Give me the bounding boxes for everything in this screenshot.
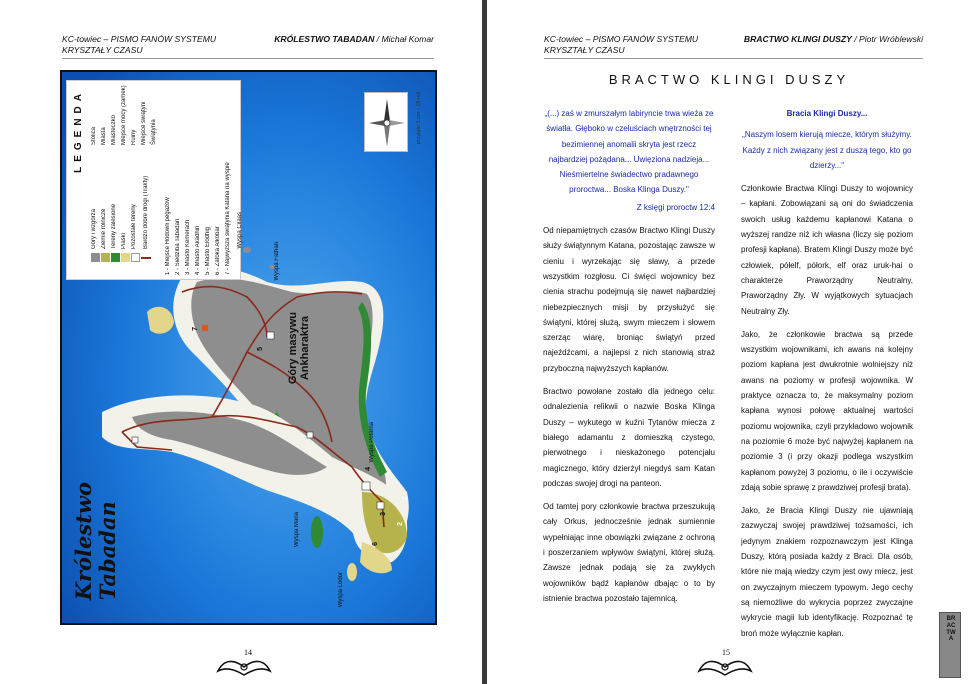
section-side-tab bbox=[939, 612, 961, 678]
legend-symbol-4: Ruiny bbox=[131, 129, 137, 145]
legend-symbol-3: Miejsce mocy (zamek) bbox=[121, 85, 127, 145]
village-marker bbox=[307, 432, 313, 438]
legend-symbol-1: Miasta bbox=[101, 127, 107, 145]
right-page bbox=[487, 0, 971, 684]
col1-paragraph-3: Od tamtej pory członkowie bractwa przeszukują cały Orkus, jednocześnie jednak sumiennie wypełniając inne obowiązki związane z ochroną i poszerzaniem wpływów świątyni, której służą. Zawsze jednak podają się za zwykłych wojowników bądź kapłanów dbając o to by istnienie bractwa pozostało tajemnicą. bbox=[543, 502, 715, 603]
legend-number-5: 6 - Zatoka Alkobar bbox=[215, 226, 221, 275]
castle-marker bbox=[377, 502, 384, 509]
legend-swatch-forest bbox=[111, 253, 120, 262]
label-fathan: Wyspa Fathan bbox=[274, 242, 280, 281]
column-2 bbox=[741, 106, 913, 649]
legend-terrain-4: Pozostałe tereny bbox=[131, 204, 137, 249]
legend-terrain-5: Bardzo dobre drogi (Trakty) bbox=[143, 175, 149, 249]
legend-symbol-5: Miejsce świątyni bbox=[141, 101, 147, 145]
town-marker bbox=[267, 332, 274, 339]
label-polarna: Wyspa Polarna bbox=[369, 422, 375, 463]
marker-1: 1 bbox=[402, 497, 409, 501]
legend-number-4: 5 - Miasto Elodhig bbox=[205, 226, 211, 275]
dragon-ornament-icon bbox=[214, 655, 274, 677]
isle-mana bbox=[311, 516, 323, 548]
legend-swatch-sand bbox=[121, 253, 130, 262]
legend-swatch-road bbox=[141, 257, 151, 259]
legend-swatch-other bbox=[131, 253, 140, 262]
left-page-number: 14 bbox=[244, 648, 252, 657]
right-header-magazine: KC-towiec – PISMO FANÓW SYSTEMU KRYSZTAŁY CZASU bbox=[544, 34, 699, 55]
legend-number-3: 4 - Miasto Akadhin bbox=[195, 225, 201, 275]
left-page bbox=[0, 0, 482, 684]
legend-terrain-1: Ziemie rolnicze bbox=[101, 208, 107, 249]
label-mana: Wyspa Mana bbox=[294, 512, 300, 547]
ruin-marker bbox=[132, 437, 138, 443]
legend-title: LEGENDA bbox=[73, 89, 84, 173]
label-lodor: Wyspa Lodor bbox=[338, 572, 344, 608]
legend-number-0: 1 - Miejsce Hodowli pegazów bbox=[165, 197, 171, 275]
article-title: BRACTWO KLINGI DUSZY bbox=[608, 72, 850, 87]
col2-paragraph-2: Jako, że członkowie bractwa są przede wszystkim wojownikami, ich awans na kolejny poziom kapłana jest dwukrotnie wolniejszy niż awans na poziomy w profesji wojownika. W praktyce oznacza to, że maksymalny poziom kapłana wynosi połowę aktualnej wartości poziomu wojownika, czyli przykładowo wojownik na poziomie 6 może być najwyżej kapłanem na poziomie 3 (i przy okazji podlega wszystkim kapłanom powyżej 3 poziomu, o ile i oczywiście zdają sobie sprawę z prawdziwej profesji brata). bbox=[741, 329, 913, 492]
capital-marker bbox=[362, 482, 370, 490]
legend-number-6: 7 - Najwyższa świątynia Katana na wyspie bbox=[225, 162, 231, 275]
column-1 bbox=[543, 106, 715, 614]
right-page-number: 15 bbox=[722, 648, 730, 657]
right-header-article: BRACTWO KLINGI DUSZY / Piotr Wróblewski bbox=[743, 34, 923, 44]
marker-5: 5 bbox=[257, 347, 264, 351]
left-header-rule bbox=[62, 58, 434, 59]
kingdom-map bbox=[60, 70, 437, 625]
temple-marker bbox=[202, 325, 208, 331]
isle-cilaas bbox=[243, 247, 251, 253]
marker-6: 6 bbox=[372, 542, 379, 546]
compass-rose bbox=[364, 92, 408, 152]
marker-3: 3 bbox=[380, 512, 387, 516]
section-subhead: Bracia Klingi Duszy... bbox=[786, 109, 868, 118]
legend-symbol-0: Stolica bbox=[91, 126, 97, 145]
compass-icon bbox=[365, 93, 409, 153]
isle-lodor bbox=[347, 563, 357, 581]
label-cilaas: Wyspa Cilaas bbox=[237, 212, 243, 249]
legend-symbol-6: Świątynia bbox=[151, 119, 157, 145]
mountain-label: Góry masywu Ankharaktra bbox=[287, 312, 311, 385]
left-header-magazine: KC-towiec – PISMO FANÓW SYSTEMU KRYSZTAŁY CZASU bbox=[62, 34, 217, 55]
section-motto: „Naszym losem kierują miecze, którym służymy. Każdy z nich związany jest z duszą tego, kto go dzierży..." bbox=[742, 130, 912, 170]
marker-7: 7 bbox=[192, 327, 199, 331]
map-legend bbox=[66, 80, 241, 280]
legend-number-1: 2 - Siedziba Tabadan bbox=[175, 218, 181, 275]
quote-source: Z księgi proroctw 12:4 bbox=[636, 202, 715, 212]
col1-paragraph-1: Od niepamiętnych czasów Bractwo Klingi Duszy służy świątynnym Katana, pozostając zawsze w cieniu i wyrzekając się sławy, a przede wszystkim rozgłosu. Ci święci wojownicy bez cienia strachu podejmują się nawet najbardziej niebezpiecznych misji by przysłużyć się świątyni, której służą, swym mieczem i słowem szerząc wiarę, broniąc świątyń przed najeźdźcami, a najlepsi z nich stanowią straż przyboczną najwyższych kapłanów. bbox=[543, 226, 715, 373]
legend-terrain-2: Tereny zalesione bbox=[111, 203, 117, 249]
legend-swatch-mountains bbox=[91, 253, 100, 262]
col2-paragraph-3: Jako, że Bracia Klingi Duszy nie ujawniają zazwyczaj swojej prawdziwej tożsamości, ich jedynym znakiem rozpoznawczym jest Klinga Duszy, którą posiada każdy z Braci. Dla osób, które nie mają wiedzy czym jest owy miecz, jest on zwyczajnym mieczem typowym. Jego cechy są niemożliwe do wykrycia poprzez zwyczajne wykrycie magii lub identyfikację. Rozpoznać tę broń może wyłącznie kapłan. bbox=[741, 506, 913, 638]
legend-swatch-farmland bbox=[101, 253, 110, 262]
right-header-rule bbox=[544, 58, 923, 59]
col2-paragraph-1: Członkowie Bractwa Klingi Duszy to wojownicy – kapłani. Zobowiązani są oni do świadczenia swoich usług każdemu kapłanowi Katana o wyższej randze niż ich własna (liczy się poziom profesji kapłana). Bratem Klingi Duszy może być człowiek, półelf, półork, elf oraz uruk-hai o charakterze Praworządny Neutralny, Praworządny Zły. W wyjątkowych sytuacjach Neutralny Zły. bbox=[741, 184, 913, 316]
legend-terrain-3: Piaski bbox=[121, 232, 127, 249]
marker-4: 4 bbox=[365, 467, 372, 471]
legend-terrain-0: Góry i wzgórza bbox=[91, 208, 97, 249]
marker-2: 2 bbox=[397, 522, 404, 526]
map-title: Królestwo Tabadan bbox=[71, 482, 120, 601]
left-header-article: KRÓLESTWO TABADAN / Michał Komar bbox=[274, 34, 434, 44]
map-scale: przyjęto 1 cm - 18 mil bbox=[416, 92, 422, 145]
side-tab-label: BRACTWA bbox=[946, 616, 956, 643]
col1-paragraph-2: Bractwo powołane zostało dla jednego celu: odnalezienia relikwii o nazwie Boska Klinga Duszy – wykutego w kuźni Tytanów miecza z białego adamantu z domieszką czystego, pierwotnego i nieskażonego potencjału magicznego, który dzierżył niegdyś sam Katan podczas swojej drogi na panteon. bbox=[543, 387, 715, 488]
legend-symbol-2: Miasteczko bbox=[111, 114, 117, 145]
legend-number-2: 3 - Miasto Kemerach bbox=[185, 219, 191, 275]
dragon-ornament-icon bbox=[695, 655, 755, 677]
opening-quote: „(...) zaś w zmurszałym labiryncie trwa wieża ze światła. Głęboko w czeluściach wnętrzności tej bezimiennej anomalii skryta jest rzecz najbardziej pożądana... Uwięziona nadzieja... Nieśmiertelne świadectwo pradawnego proroctwa... Boska Klinga Duszy." bbox=[544, 109, 714, 195]
